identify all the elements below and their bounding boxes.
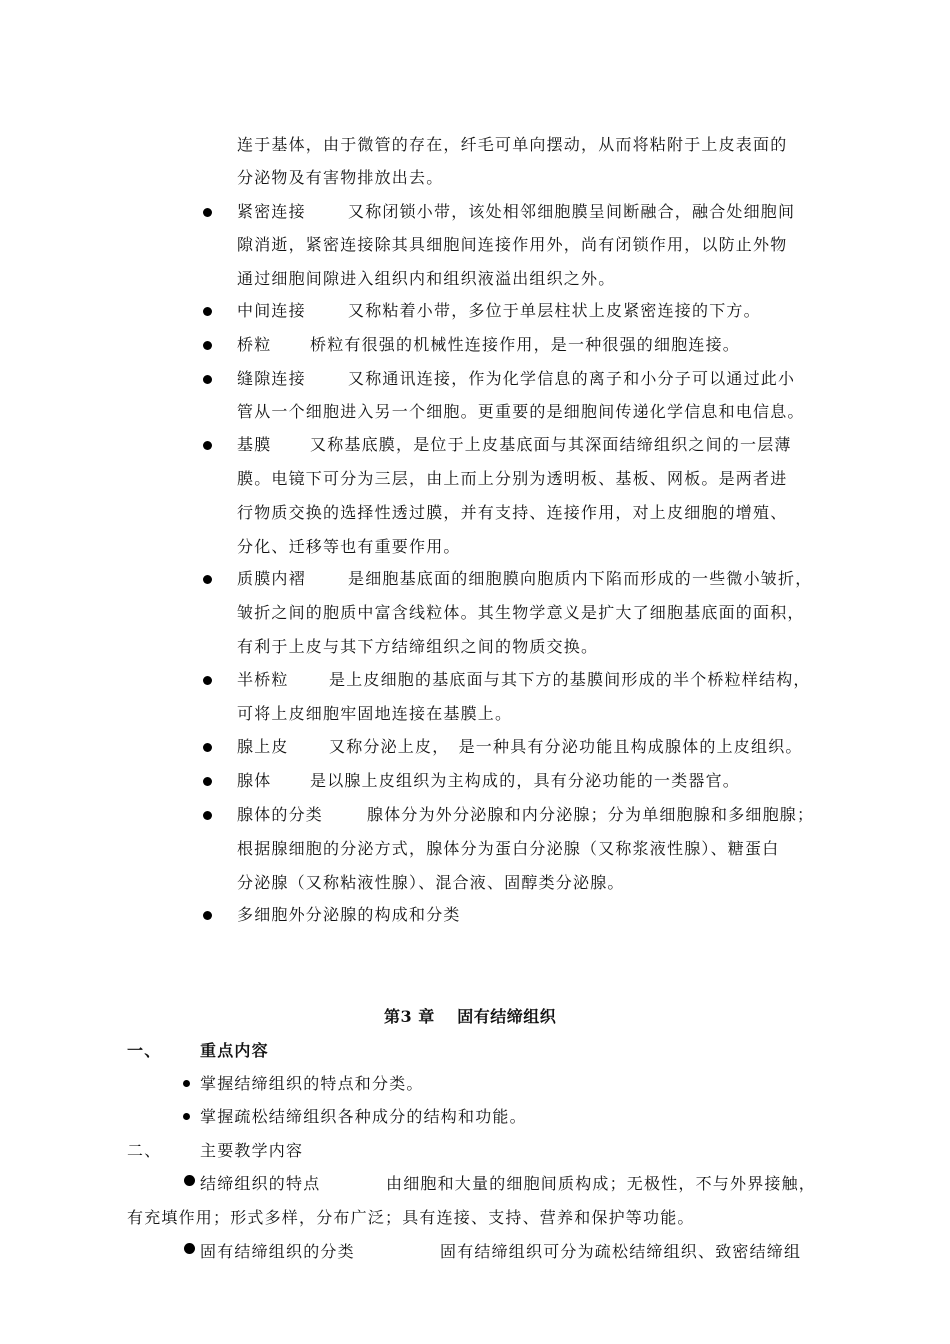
- chapter-title: 第3 章 固有结缔组织: [384, 1007, 557, 1026]
- section-title: 主要教学内容: [200, 1141, 304, 1160]
- term-gap-junction: 缝隙连接: [237, 369, 306, 388]
- definition-line: 是细胞基底面的细胞膜向胞质内下陷而形成的一些微小皱折，: [348, 569, 813, 588]
- definition-line: 隙消逝，紧密连接除其具细胞间连接作用外，尚有闭锁作用，以防止外物: [237, 235, 788, 254]
- continuation-line-1: 连于基体，由于微管的存在，纤毛可单向摆动，从而将粘附于上皮表面的: [237, 135, 788, 154]
- bullet-icon: [203, 676, 212, 685]
- term-glandular-epithelium: 腺上皮: [237, 737, 289, 756]
- section-title: 重点内容: [200, 1041, 269, 1060]
- term-gland: 腺体: [237, 771, 272, 790]
- definition-line: 桥粒有很强的机械性连接作用，是一种很强的细胞连接。: [310, 335, 741, 354]
- bullet-icon: [203, 375, 212, 384]
- definition-line: 腺体分为外分泌腺和内分泌腺；分为单细胞腺和多细胞腺；: [367, 805, 815, 824]
- definition-line: 通过细胞间隙进入组织内和组织液溢出组织之外。: [237, 269, 616, 288]
- bullet-icon: [184, 1243, 195, 1254]
- term-multicellular-exocrine-gland: 多细胞外分泌腺的构成和分类: [237, 905, 461, 924]
- bullet-icon: [183, 1113, 190, 1120]
- definition-line: 又称基底膜，是位于上皮基底面与其深面结缔组织之间的一层薄: [310, 435, 792, 454]
- bullet-icon: [203, 777, 212, 786]
- definition-line: 行物质交换的选择性透过膜，并有支持、连接作用，对上皮细胞的增殖、: [237, 503, 788, 522]
- term-intermediate-junction: 中间连接: [237, 301, 306, 320]
- definition-line: 根据腺细胞的分泌方式，腺体分为蛋白分泌腺（又称浆液性腺）、糖蛋白: [237, 839, 780, 858]
- definition-line: 管从一个细胞进入另一个细胞。更重要的是细胞间传递化学信息和电信息。: [237, 402, 805, 421]
- term-gland-classification: 腺体的分类: [237, 805, 324, 824]
- paragraph-line: 固有结缔组织可分为疏松结缔组织、致密结缔组: [440, 1242, 802, 1261]
- continuation-line-2: 分泌物及有害物排放出去。: [237, 168, 444, 187]
- definition-line: 又称分泌上皮， 是一种具有分泌功能且构成腺体的上皮组织。: [329, 737, 803, 756]
- bullet-icon: [203, 441, 212, 450]
- definition-line: 又称通讯连接，作为化学信息的离子和小分子可以通过此小: [348, 369, 796, 388]
- term-plasma-membrane-infolding: 质膜内褶: [237, 569, 306, 588]
- definition-line: 是上皮细胞的基底面与其下方的基膜间形成的半个桥粒样结构，: [329, 670, 811, 689]
- definition-line: 可将上皮细胞牢固地连接在基膜上。: [237, 704, 513, 723]
- bullet-icon: [203, 307, 212, 316]
- definition-line: 有利于上皮与其下方结缔组织之间的物质交换。: [237, 637, 599, 656]
- bullet-icon: [183, 1080, 190, 1087]
- definition-line: 分化、迁移等也有重要作用。: [237, 537, 461, 556]
- section-number: 一、: [127, 1041, 162, 1060]
- bullet-icon: [184, 1175, 195, 1186]
- term-basement-membrane: 基膜: [237, 435, 272, 454]
- paragraph-term: 固有结缔组织的分类: [200, 1242, 355, 1261]
- definition-line: 又称闭锁小带，该处相邻细胞膜呈间断融合，融合处细胞间: [348, 202, 796, 221]
- term-tight-junction: 紧密连接: [237, 202, 306, 221]
- bullet-icon: [203, 575, 212, 584]
- paragraph-term: 结缔组织的特点: [200, 1174, 321, 1193]
- paragraph-line: 由细胞和大量的细胞间质构成；无极性，不与外界接触，: [386, 1174, 817, 1193]
- definition-line: 是以腺上皮组织为主构成的，具有分泌功能的一类器官。: [310, 771, 741, 790]
- term-desmosome: 桥粒: [237, 335, 272, 354]
- bullet-icon: [203, 811, 212, 820]
- bullet-icon: [203, 208, 212, 217]
- paragraph-line: 有充填作用；形式多样，分布广泛；具有连接、支持、营养和保护等功能。: [127, 1208, 695, 1227]
- definition-line: 皱折之间的胞质中富含线粒体。其生物学意义是扩大了细胞基底面的面积，: [237, 603, 805, 622]
- definition-line: 膜。电镜下可分为三层，由上而上分别为透明板、基板、网板。是两者进: [237, 469, 788, 488]
- section-number: 二、: [127, 1141, 162, 1160]
- definition-line: 分泌腺（又称粘液性腺）、混合液、固醇类分泌腺。: [237, 873, 625, 892]
- definition-line: 又称粘着小带，多位于单层柱状上皮紧密连接的下方。: [348, 301, 761, 320]
- bullet-icon: [203, 743, 212, 752]
- list-item: 掌握结缔组织的特点和分类。: [200, 1074, 424, 1093]
- term-hemidesmosome: 半桥粒: [237, 670, 289, 689]
- bullet-icon: [203, 341, 212, 350]
- bullet-icon: [203, 911, 212, 920]
- list-item: 掌握疏松结缔组织各种成分的结构和功能。: [200, 1107, 527, 1126]
